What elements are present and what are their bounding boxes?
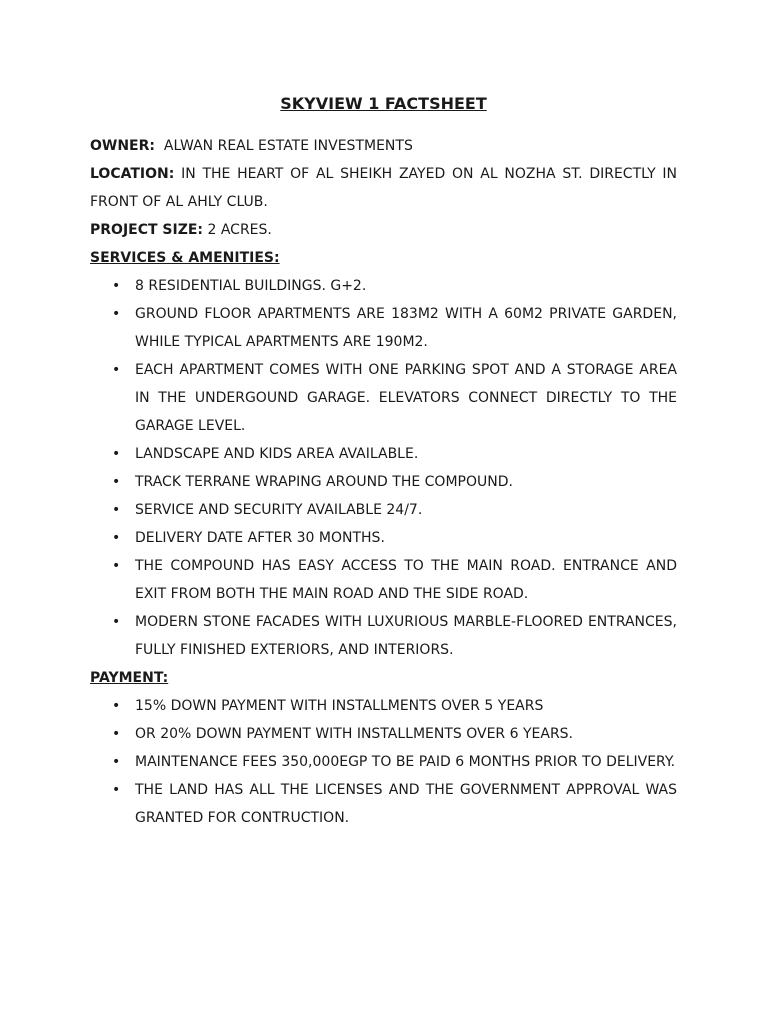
owner-line bbox=[90, 132, 677, 160]
services-heading: SERVICES & AMENITIES: bbox=[90, 250, 280, 266]
page-title: SKYVIEW 1 FACTSHEET bbox=[280, 94, 487, 113]
list-item-text: THE LAND HAS ALL THE LICENSES AND THE GOVERNMENT APPROVAL WAS GRANTED FOR CONTRUCTION. bbox=[135, 782, 677, 826]
list-item-text: LANDSCAPE AND KIDS AREA AVAILABLE. bbox=[135, 446, 419, 462]
owner-value: ALWAN REAL ESTATE INVESTMENTS bbox=[163, 138, 413, 154]
list-item-text: OR 20% DOWN PAYMENT WITH INSTALLMENTS OVER 6 YEARS. bbox=[135, 726, 574, 742]
list-item-text: MAINTENANCE FEES 350,000EGP TO BE PAID 6 MONTHS PRIOR TO DELIVERY. bbox=[135, 754, 676, 770]
bullet-icon: • bbox=[112, 782, 121, 798]
list-item bbox=[90, 552, 677, 608]
bullet-icon: • bbox=[112, 502, 121, 518]
list-item bbox=[90, 776, 677, 832]
list-item-text: 15% DOWN PAYMENT WITH INSTALLMENTS OVER 5 YEARS bbox=[135, 698, 544, 714]
project-size-label: PROJECT SIZE: bbox=[90, 222, 204, 238]
list-item-text: TRACK TERRANE WRAPING AROUND THE COMPOUND. bbox=[135, 474, 513, 490]
project-size-line bbox=[90, 216, 677, 244]
bullet-icon: • bbox=[112, 474, 121, 490]
list-item-text: MODERN STONE FACADES WITH LUXURIOUS MARBLE-FLOORED ENTRANCES, FULLY FINISHED EXTERIORS, AND INTERIORS. bbox=[135, 614, 677, 658]
list-item-text: THE COMPOUND HAS EASY ACCESS TO THE MAIN ROAD. ENTRANCE AND EXIT FROM BOTH THE MAIN ROAD AND THE SIDE ROAD. bbox=[135, 558, 677, 602]
list-item bbox=[90, 720, 677, 748]
project-size-value: 2 ACRES. bbox=[207, 222, 272, 238]
payment-heading: PAYMENT: bbox=[90, 670, 169, 686]
bullet-icon: • bbox=[112, 614, 121, 630]
list-item bbox=[90, 496, 677, 524]
list-item bbox=[90, 692, 677, 720]
list-item bbox=[90, 272, 677, 300]
list-item bbox=[90, 608, 677, 664]
owner-label: OWNER: bbox=[90, 138, 156, 154]
list-item bbox=[90, 300, 677, 356]
bullet-icon: • bbox=[112, 306, 121, 322]
bullet-icon: • bbox=[112, 362, 121, 378]
list-item-text: EACH APARTMENT COMES WITH ONE PARKING SPOT AND A STORAGE AREA IN THE UNDERGOUND GARAGE. ELEVATORS CONNECT DIRECTLY TO THE GARAGE LEVEL. bbox=[135, 362, 677, 434]
list-item bbox=[90, 748, 677, 776]
bullet-icon: • bbox=[112, 446, 121, 462]
list-item bbox=[90, 440, 677, 468]
list-item bbox=[90, 468, 677, 496]
list-item bbox=[90, 524, 677, 552]
bullet-icon: • bbox=[112, 530, 121, 546]
bullet-icon: • bbox=[112, 726, 121, 742]
list-item-text: DELIVERY DATE AFTER 30 MONTHS. bbox=[135, 530, 385, 546]
list-item bbox=[90, 356, 677, 440]
location-line bbox=[90, 160, 677, 216]
factsheet-page bbox=[90, 92, 677, 832]
payment-list bbox=[90, 692, 677, 832]
bullet-icon: • bbox=[112, 754, 121, 770]
list-item-text: SERVICE AND SECURITY AVAILABLE 24/7. bbox=[135, 502, 423, 518]
list-item-text: GROUND FLOOR APARTMENTS ARE 183M2 WITH A 60M2 PRIVATE GARDEN, WHILE TYPICAL APARTMENTS ARE 190M2. bbox=[135, 306, 677, 350]
location-value: IN THE HEART OF AL SHEIKH ZAYED ON AL NOZHA ST. DIRECTLY IN FRONT OF AL AHLY CLUB. bbox=[90, 166, 677, 210]
bullet-icon: • bbox=[112, 278, 121, 294]
list-item-text: 8 RESIDENTIAL BUILDINGS. G+2. bbox=[135, 278, 367, 294]
services-list bbox=[90, 272, 677, 664]
bullet-icon: • bbox=[112, 698, 121, 714]
location-label: LOCATION: bbox=[90, 166, 175, 182]
bullet-icon: • bbox=[112, 558, 121, 574]
